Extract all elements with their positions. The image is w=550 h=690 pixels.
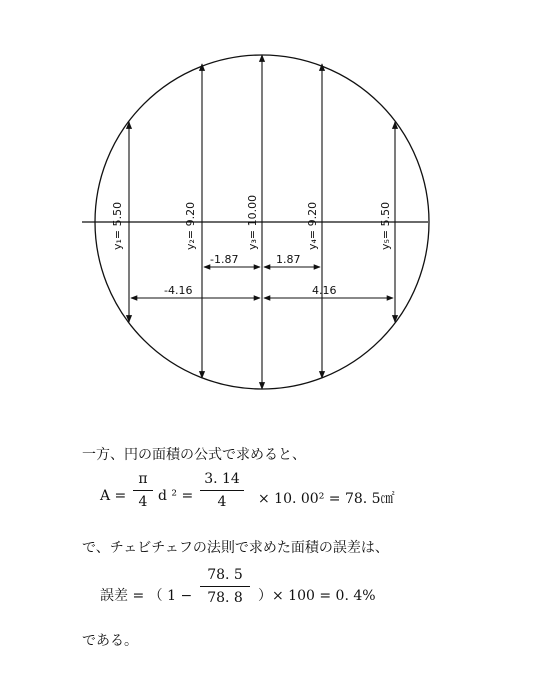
area-formula-result: × 10. 00² = 78. 5㎠ (258, 491, 395, 507)
pi-over-four-fraction (133, 470, 153, 511)
offset-label-neg-4-16: -4.16 (164, 284, 193, 297)
ordinate-label-y3: y₃= 10.00 (246, 194, 259, 250)
intro-line: 一方、円の面積の公式で求めると、 (82, 447, 306, 463)
error-intro-line: で、チェビチェフの法則で求めた面積の誤差は、 (82, 540, 389, 556)
pi-denominator: 4 (138, 494, 148, 510)
numeric-fraction-denominator: 4 (217, 494, 227, 510)
error-formula-result: ）× 100 = 0. 4% (258, 588, 376, 604)
offset-label-neg-1-87: -1.87 (210, 253, 239, 266)
ordinate-label-y5: y₅= 5.50 (379, 201, 392, 250)
error-fraction-denominator: 78. 8 (207, 590, 243, 606)
ordinate-label-y4: y₄= 9.20 (306, 201, 319, 250)
pi-symbol: π (138, 471, 148, 487)
numeric-fraction (200, 470, 244, 511)
offset-label-pos-1-87: 1.87 (276, 253, 301, 266)
offset-label-pos-4-16: 4.16 (312, 284, 337, 297)
area-formula-lhs: A = (100, 488, 127, 504)
diameter-squared: d ² = (158, 488, 194, 504)
error-formula-lhs: 誤差 = （ 1 − (100, 588, 193, 604)
closing-line: である。 (82, 633, 138, 649)
numeric-fraction-numerator: 3. 14 (204, 471, 240, 487)
error-fraction-numerator: 78. 5 (207, 567, 243, 583)
ordinate-label-y1: y₁= 5.50 (111, 201, 124, 250)
error-fraction (200, 566, 250, 607)
ordinate-label-y2: y₂= 9.20 (184, 201, 197, 250)
